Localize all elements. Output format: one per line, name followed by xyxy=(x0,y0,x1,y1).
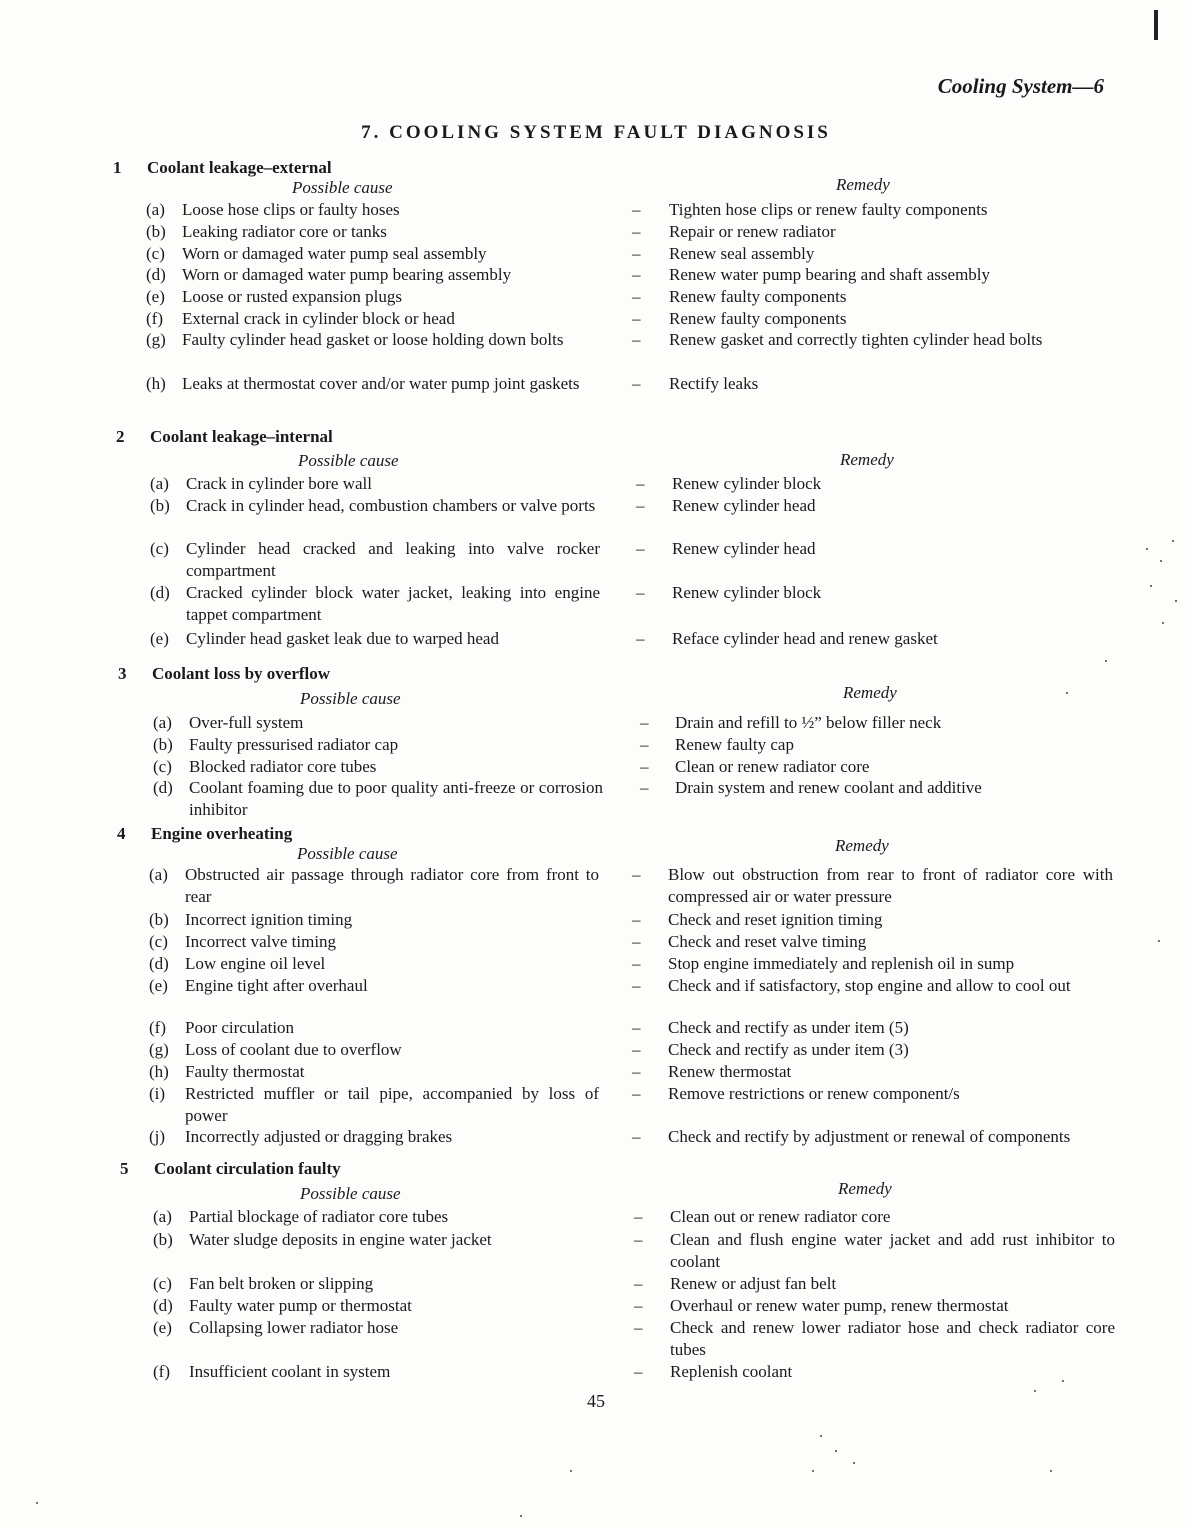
dash-separator: – xyxy=(632,330,641,349)
cause-text: Water sludge deposits in engine water jacket xyxy=(189,1230,492,1249)
possible-cause xyxy=(153,1317,603,1339)
section-title xyxy=(118,664,330,684)
cause-text: Faulty pressurised radiator cap xyxy=(189,735,399,754)
item-letter: (g) xyxy=(149,1040,169,1059)
cause-text: Incorrectly adjusted or dragging brakes xyxy=(185,1127,453,1146)
remedy-heading: Remedy xyxy=(840,450,894,469)
scan-speck xyxy=(1162,622,1164,624)
dash-separator: – xyxy=(634,1362,643,1381)
dash-separator: – xyxy=(632,244,641,263)
cause-text: Fan belt broken or slipping xyxy=(189,1274,374,1293)
remedy-text: Renew cylinder block xyxy=(672,583,822,602)
dash-separator: – xyxy=(632,222,641,241)
possible-cause xyxy=(146,329,596,351)
page-title: 7. COOLING SYSTEM FAULT DIAGNOSIS xyxy=(361,122,831,143)
dash-separator: – xyxy=(636,539,645,558)
dash-separator: – xyxy=(632,309,641,328)
cause-text: Loose or rusted expansion plugs xyxy=(182,287,403,306)
possible-cause xyxy=(149,975,599,997)
remedy-text: Stop engine immediately and replenish oil in sump xyxy=(668,954,1015,973)
remedy-text: Remove restrictions or renew component/s xyxy=(668,1084,960,1103)
item-letter: (a) xyxy=(153,713,172,732)
cause-text: Blocked radiator core tubes xyxy=(189,757,377,776)
remedy-text: Renew seal assembly xyxy=(669,244,815,263)
remedy-text: Renew faulty components xyxy=(669,287,847,306)
possible-cause xyxy=(153,1361,603,1383)
dash-separator: – xyxy=(636,474,645,493)
possible-cause xyxy=(153,1273,603,1295)
dash-separator: – xyxy=(632,1062,641,1081)
remedy-text: Repair or renew radiator xyxy=(669,222,836,241)
remedy-text: Renew cylinder block xyxy=(672,474,822,493)
cause-text: Obstructed air passage through radiator core from front to rear xyxy=(185,865,599,906)
cause-text: Faulty water pump or thermostat xyxy=(189,1296,412,1315)
possible-cause-heading: Possible cause xyxy=(298,451,399,470)
scan-speck xyxy=(812,1470,814,1472)
item-letter: (a) xyxy=(150,474,169,493)
cause-text: Engine tight after overhaul xyxy=(185,976,368,995)
remedy-text: Renew thermostat xyxy=(668,1062,792,1081)
dash-separator: – xyxy=(632,374,641,393)
scan-speck xyxy=(835,1450,837,1452)
section-title xyxy=(116,427,333,447)
item-letter: (c) xyxy=(146,244,165,263)
dash-separator: – xyxy=(634,1230,643,1249)
remedy-text: Renew faulty components xyxy=(669,309,847,328)
remedy-text: Check and reset ignition timing xyxy=(668,910,883,929)
item-letter: (c) xyxy=(153,757,172,776)
section-title xyxy=(120,1159,341,1179)
possible-cause xyxy=(149,864,599,908)
remedy-text: Replenish coolant xyxy=(670,1362,793,1381)
cause-text: Partial blockage of radiator core tubes xyxy=(189,1207,449,1226)
remedy-text: Renew cylinder head xyxy=(672,496,816,515)
cause-text: Collapsing lower radiator hose xyxy=(189,1318,399,1337)
scan-speck xyxy=(520,1515,522,1517)
dash-separator: – xyxy=(632,287,641,306)
item-letter: (e) xyxy=(146,287,165,306)
possible-cause xyxy=(153,756,603,778)
possible-cause xyxy=(149,909,599,931)
scan-speck xyxy=(1158,940,1160,942)
section-number: 1 xyxy=(113,158,122,177)
dash-separator: – xyxy=(632,865,641,884)
cause-text: Cylinder head cracked and leaking into valve rocker compartment xyxy=(186,539,600,580)
cause-text: External crack in cylinder block or head xyxy=(182,309,455,328)
remedy-text: Rectify leaks xyxy=(669,374,759,393)
scan-speck xyxy=(820,1435,822,1437)
cause-text: Loss of coolant due to overflow xyxy=(185,1040,402,1059)
section-number: 2 xyxy=(116,427,125,446)
possible-cause xyxy=(146,243,596,265)
possible-cause xyxy=(153,712,603,734)
cause-text: Insufficient coolant in system xyxy=(189,1362,391,1381)
item-letter: (d) xyxy=(146,265,166,284)
remedy-text: Drain system and renew coolant and additive xyxy=(675,778,982,797)
possible-cause xyxy=(150,582,600,626)
cause-text: Faulty cylinder head gasket or loose holding down bolts xyxy=(182,330,564,349)
scan-speck xyxy=(1160,560,1162,562)
remedy-text: Drain and refill to ½” below filler neck xyxy=(675,713,942,732)
running-header: Cooling System—6 xyxy=(937,74,1104,98)
item-letter: (e) xyxy=(153,1318,172,1337)
item-letter: (f) xyxy=(153,1362,170,1381)
scan-speck xyxy=(1062,1380,1064,1382)
item-letter: (d) xyxy=(150,583,170,602)
cause-text: Coolant foaming due to poor quality anti-freeze or corrosion inhibitor xyxy=(189,778,603,819)
cause-text: Worn or damaged water pump seal assembly xyxy=(182,244,487,263)
scan-speck xyxy=(1172,540,1174,542)
cause-text: Faulty thermostat xyxy=(185,1062,305,1081)
dash-separator: – xyxy=(634,1274,643,1293)
cause-text: Loose hose clips or faulty hoses xyxy=(182,200,400,219)
remedy-text: Blow out obstruction from rear to front of radiator core with compressed air or water pressure xyxy=(668,865,1113,906)
dash-separator: – xyxy=(632,1018,641,1037)
item-letter: (a) xyxy=(149,865,168,884)
possible-cause-heading: Possible cause xyxy=(297,844,398,863)
cause-text: Cylinder head gasket leak due to warped head xyxy=(186,629,499,648)
section-number: 4 xyxy=(117,824,126,843)
dash-separator: – xyxy=(636,583,645,602)
possible-cause xyxy=(146,264,596,286)
remedy-heading: Remedy xyxy=(836,175,890,194)
possible-cause xyxy=(153,1206,603,1228)
item-letter: (e) xyxy=(150,629,169,648)
possible-cause xyxy=(149,931,599,953)
remedy-text: Tighten hose clips or renew faulty components xyxy=(669,200,988,219)
section-title xyxy=(113,158,332,178)
dash-separator: – xyxy=(636,629,645,648)
remedy-heading: Remedy xyxy=(835,836,889,855)
item-letter: (j) xyxy=(149,1127,166,1146)
item-letter: (b) xyxy=(153,735,173,754)
possible-cause xyxy=(149,1017,599,1039)
item-letter: (b) xyxy=(149,910,169,929)
item-letter: (c) xyxy=(153,1274,172,1293)
item-letter: (a) xyxy=(146,200,165,219)
item-letter: (a) xyxy=(153,1207,172,1226)
dash-separator: – xyxy=(632,200,641,219)
cause-text: Leaking radiator core or tanks xyxy=(182,222,387,241)
dash-separator: – xyxy=(640,713,649,732)
remedy-text: Check and rectify as under item (3) xyxy=(668,1040,909,1059)
possible-cause-heading: Possible cause xyxy=(300,1184,401,1203)
dash-separator: – xyxy=(632,932,641,951)
scan-speck xyxy=(1105,660,1107,662)
cause-text: Poor circulation xyxy=(185,1018,295,1037)
scan-speck xyxy=(1050,1470,1052,1472)
remedy-text: Clean or renew radiator core xyxy=(675,757,870,776)
section-heading: Coolant loss by overflow xyxy=(152,664,331,683)
item-letter: (i) xyxy=(149,1084,166,1103)
item-letter: (b) xyxy=(150,496,170,515)
remedy-heading: Remedy xyxy=(843,683,897,702)
possible-cause xyxy=(150,473,600,495)
possible-cause xyxy=(149,953,599,975)
dash-separator: – xyxy=(640,778,649,797)
dash-separator: – xyxy=(634,1296,643,1315)
dash-separator: – xyxy=(640,757,649,776)
cause-text: Crack in cylinder head, combustion chambers or valve ports xyxy=(186,496,596,515)
remedy-text: Check and reset valve timing xyxy=(668,932,867,951)
possible-cause xyxy=(153,1295,603,1317)
remedy-text: Check and if satisfactory, stop engine and allow to cool out xyxy=(668,976,1071,995)
possible-cause xyxy=(150,495,600,517)
cause-text: Leaks at thermostat cover and/or water pump joint gaskets xyxy=(182,374,580,393)
remedy-text: Reface cylinder head and renew gasket xyxy=(672,629,938,648)
remedy-text: Check and rectify as under item (5) xyxy=(668,1018,909,1037)
possible-cause xyxy=(150,538,600,582)
dash-separator: – xyxy=(632,265,641,284)
cause-text: Incorrect ignition timing xyxy=(185,910,353,929)
remedy-text: Renew or adjust fan belt xyxy=(670,1274,837,1293)
scan-speck xyxy=(1066,692,1068,694)
item-letter: (d) xyxy=(149,954,169,973)
cause-text: Restricted muffler or tail pipe, accompanied by loss of power xyxy=(185,1084,599,1125)
dash-separator: – xyxy=(634,1207,643,1226)
cause-text: Over-full system xyxy=(189,713,304,732)
possible-cause xyxy=(149,1039,599,1061)
scan-speck xyxy=(1175,600,1177,602)
item-letter: (h) xyxy=(146,374,166,393)
section-number: 3 xyxy=(118,664,127,683)
scan-speck xyxy=(1146,548,1148,550)
possible-cause xyxy=(149,1061,599,1083)
section-title xyxy=(117,824,292,844)
item-letter: (b) xyxy=(153,1230,173,1249)
remedy-text: Renew gasket and correctly tighten cylinder head bolts xyxy=(669,330,1043,349)
possible-cause-heading: Possible cause xyxy=(292,178,393,197)
remedy-text: Clean and flush engine water jacket and add rust inhibitor to coolant xyxy=(670,1230,1115,1271)
cause-text: Cracked cylinder block water jacket, leaking into engine tappet compartment xyxy=(186,583,600,624)
dash-separator: – xyxy=(632,1127,641,1146)
scan-speck xyxy=(1150,585,1152,587)
scan-speck xyxy=(570,1470,572,1472)
remedy-heading: Remedy xyxy=(838,1179,892,1198)
dash-separator: – xyxy=(632,954,641,973)
possible-cause xyxy=(150,628,600,650)
possible-cause xyxy=(146,286,596,308)
remedy-text: Renew water pump bearing and shaft assembly xyxy=(669,265,991,284)
cause-text: Crack in cylinder bore wall xyxy=(186,474,372,493)
possible-cause xyxy=(153,734,603,756)
section-heading: Engine overheating xyxy=(151,824,293,843)
dash-separator: – xyxy=(632,910,641,929)
scan-speck xyxy=(853,1462,855,1464)
remedy-text: Renew faulty cap xyxy=(675,735,794,754)
possible-cause-heading: Possible cause xyxy=(300,689,401,708)
section-heading: Coolant leakage–internal xyxy=(150,427,333,446)
remedy-text: Clean out or renew radiator core xyxy=(670,1207,891,1226)
possible-cause xyxy=(146,199,596,221)
item-letter: (f) xyxy=(149,1018,166,1037)
possible-cause xyxy=(146,308,596,330)
item-letter: (f) xyxy=(146,309,163,328)
possible-cause xyxy=(146,221,596,243)
margin-mark xyxy=(1154,10,1158,40)
cause-text: Incorrect valve timing xyxy=(185,932,337,951)
item-letter: (b) xyxy=(146,222,166,241)
cause-text: Low engine oil level xyxy=(185,954,326,973)
item-letter: (g) xyxy=(146,330,166,349)
dash-separator: – xyxy=(634,1318,643,1337)
remedy-text: Overhaul or renew water pump, renew thermostat xyxy=(670,1296,1009,1315)
dash-separator: – xyxy=(640,735,649,754)
section-heading: Coolant leakage–external xyxy=(147,158,332,177)
possible-cause xyxy=(149,1083,599,1127)
possible-cause xyxy=(153,777,603,821)
dash-separator: – xyxy=(632,976,641,995)
item-letter: (c) xyxy=(149,932,168,951)
item-letter: (h) xyxy=(149,1062,169,1081)
scan-speck xyxy=(36,1502,38,1504)
section-heading: Coolant circulation faulty xyxy=(154,1159,341,1178)
possible-cause xyxy=(146,373,596,395)
section-number: 5 xyxy=(120,1159,129,1178)
cause-text: Worn or damaged water pump bearing assembly xyxy=(182,265,512,284)
possible-cause xyxy=(149,1126,599,1148)
remedy-text: Check and rectify by adjustment or renewal of components xyxy=(668,1127,1071,1146)
item-letter: (d) xyxy=(153,778,173,797)
dash-separator: – xyxy=(632,1084,641,1103)
page-number: 45 xyxy=(587,1391,605,1411)
item-letter: (e) xyxy=(149,976,168,995)
item-letter: (c) xyxy=(150,539,169,558)
dash-separator: – xyxy=(636,496,645,515)
possible-cause xyxy=(153,1229,603,1251)
remedy-text: Renew cylinder head xyxy=(672,539,816,558)
remedy-text: Check and renew lower radiator hose and check radiator core tubes xyxy=(670,1318,1115,1359)
dash-separator: – xyxy=(632,1040,641,1059)
item-letter: (d) xyxy=(153,1296,173,1315)
